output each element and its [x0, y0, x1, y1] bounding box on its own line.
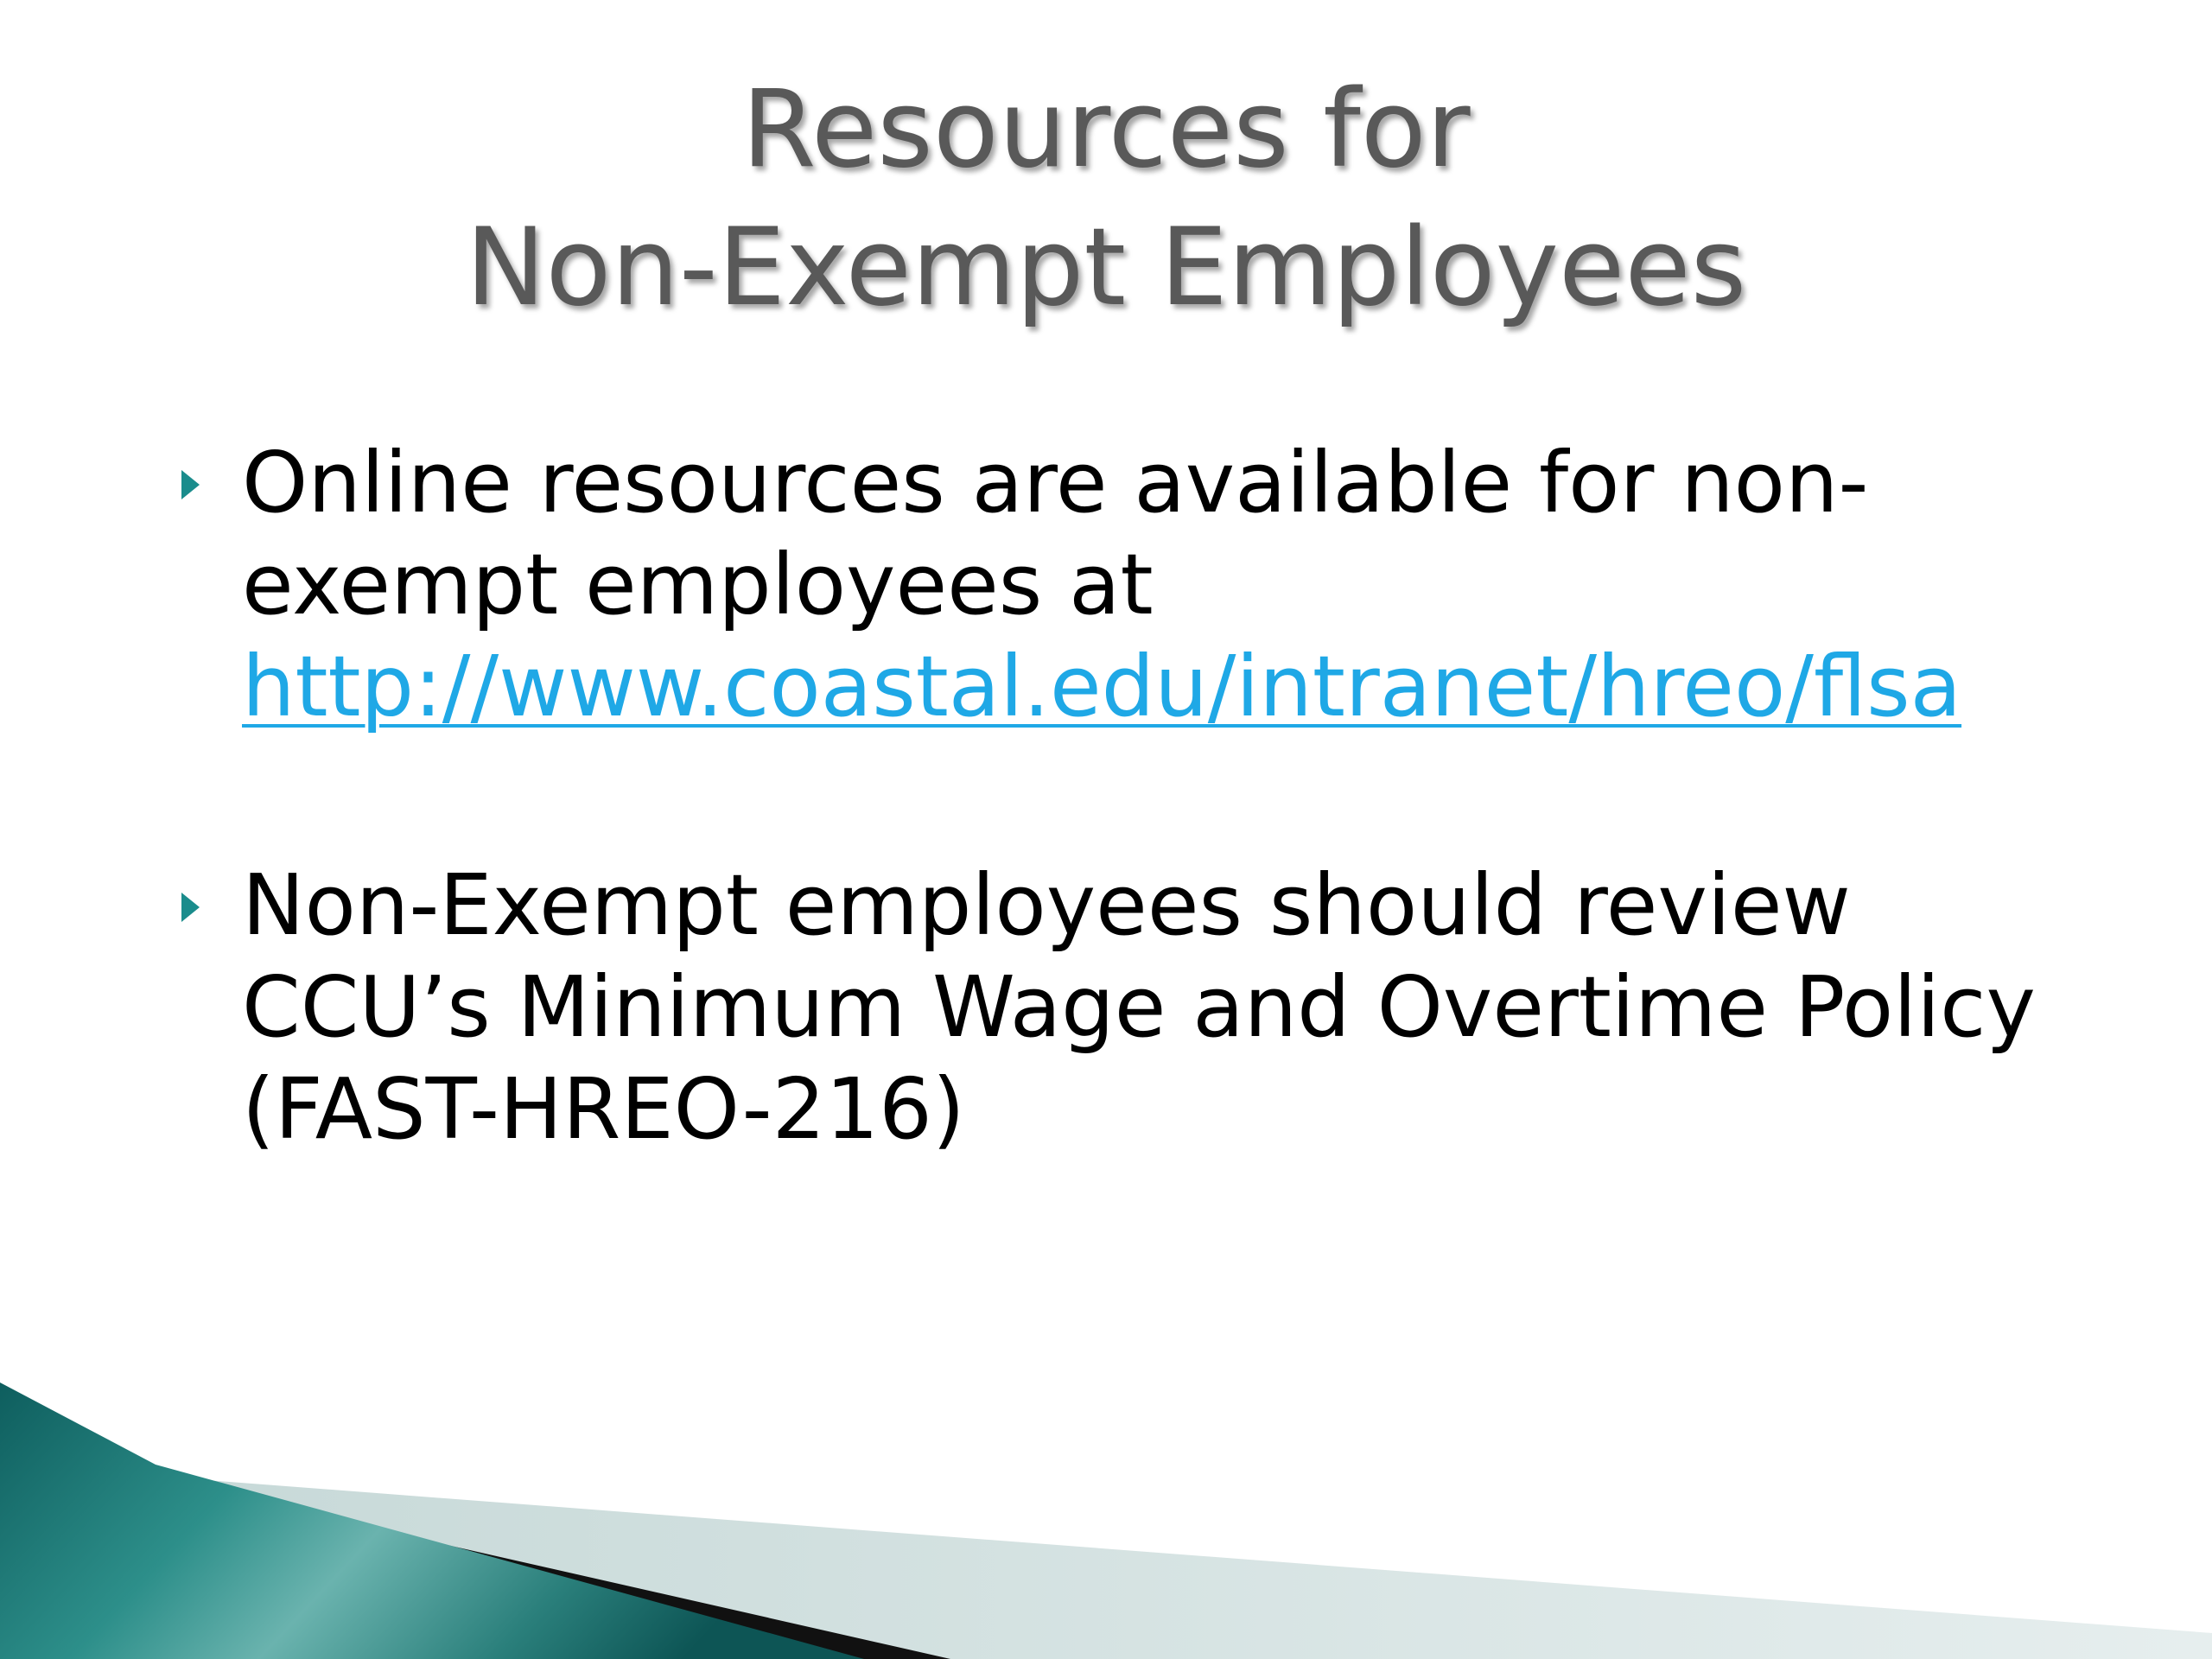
bullet-text: Online resources are available for non-exempt employees at: [242, 434, 1869, 633]
bullet-item-online-resources: [177, 432, 2121, 738]
title-line-1: Resources for: [741, 67, 1471, 192]
flsa-link[interactable]: http://www.coastal.edu/intranet/hreo/flsa: [242, 638, 1962, 735]
decorative-wave-graphic: [0, 1382, 2212, 1659]
slide-title: [0, 60, 2212, 337]
triangle-right-icon: [181, 893, 200, 922]
bullet-text: Non-Exempt employees should review CCU’s Minimum Wage and Overtime Policy (FAST-HREO-216): [242, 856, 2036, 1158]
bullet-list: [177, 432, 2121, 1277]
title-line-2: Non-Exempt Employees: [465, 206, 1747, 330]
bullet-item-policy: [177, 855, 2121, 1160]
triangle-right-icon: [181, 470, 200, 499]
